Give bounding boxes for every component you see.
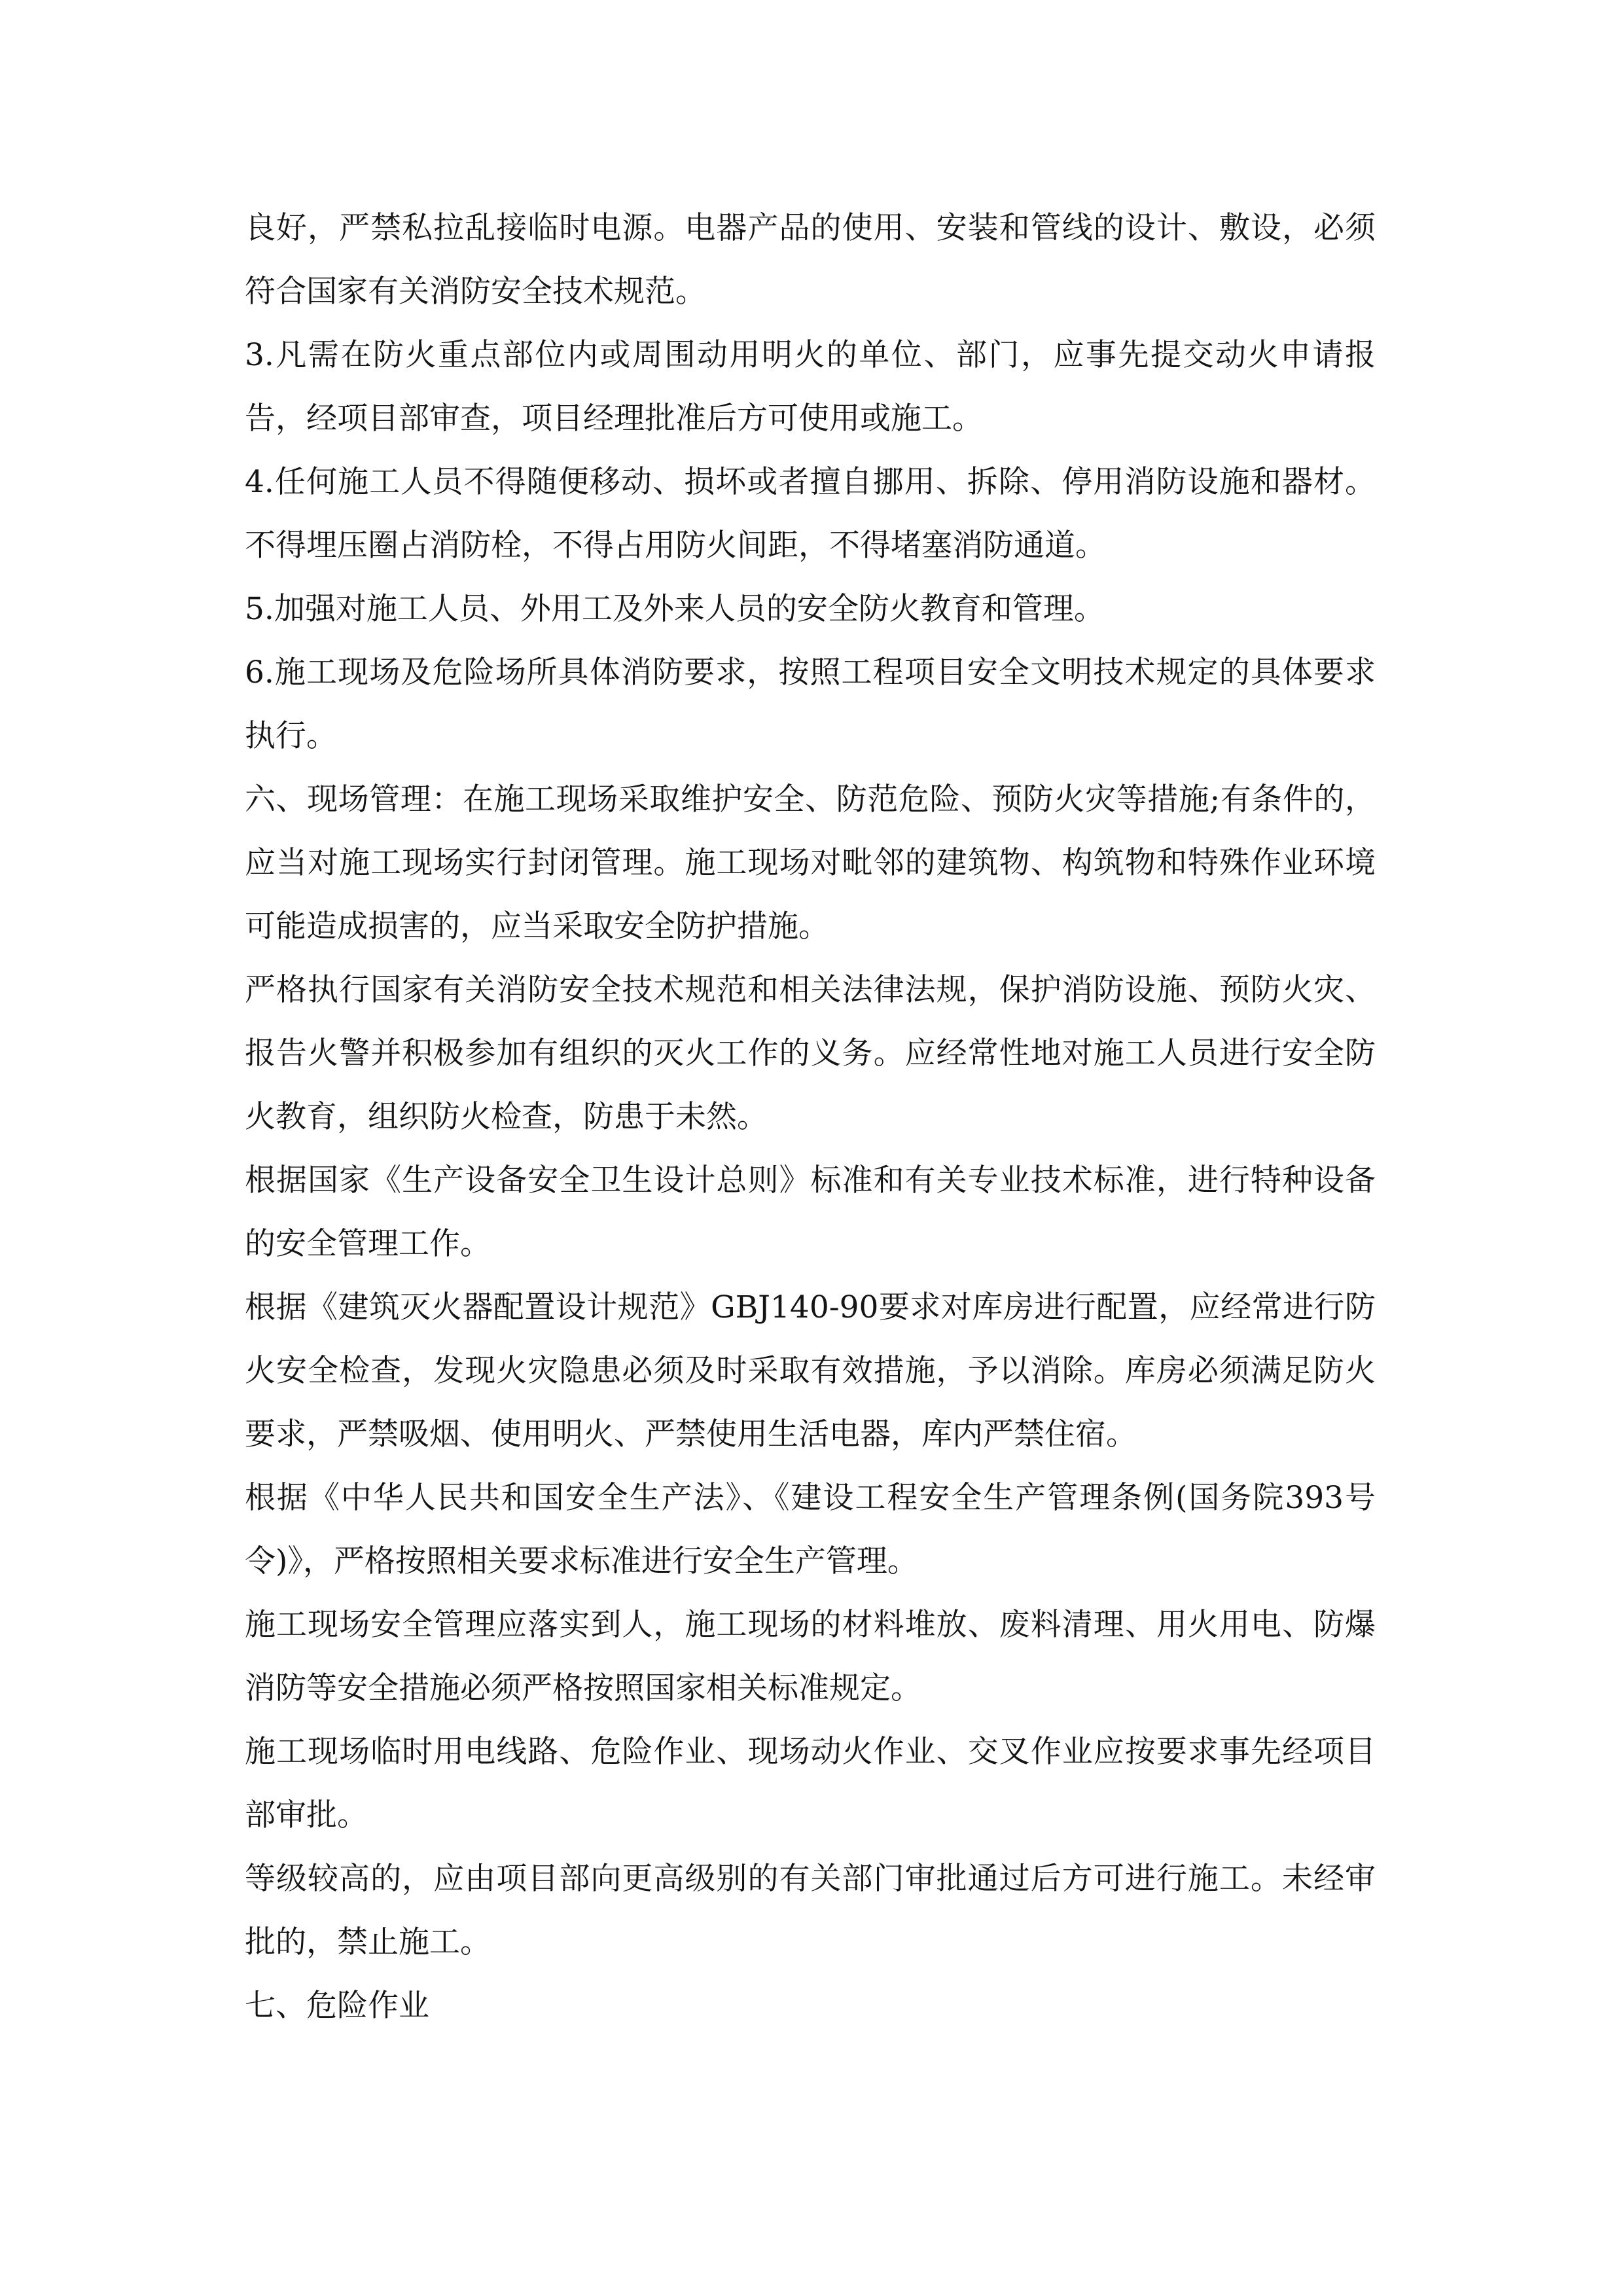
paragraph-item-4: 4.任何施工人员不得随便移动、损坏或者擅自挪用、拆除、停用消防设施和器材。不得埋压圈占消防栓，不得占用防火间距，不得堵塞消防通道。 [245,464,1376,564]
paragraph-extinguisher-config: 根据《建筑灭火器配置设计规范》GBJ140-90要求对库房进行配置，应经常进行防火安全检查，发现火灾隐患必须及时采取有效措施，予以消除。库房必须满足防火要求，严禁吸烟、使用明火、严禁使用生活电器，库内严禁住宿。 [245,1289,1376,1452]
document-body [245,196,1376,2037]
paragraph-item-3: 3.凡需在防火重点部位内或周围动用明火的单位、部门，应事先提交动火申请报告，经项目部审查，项目经理批准后方可使用或施工。 [245,337,1376,437]
paragraph-special-equipment: 根据国家《生产设备安全卫生设计总则》标准和有关专业技术标准，进行特种设备的安全管理工作。 [245,1162,1376,1262]
paragraph-approval: 施工现场临时用电线路、危险作业、现场动火作业、交叉作业应按要求事先经项目部审批。 [245,1734,1376,1833]
paragraph-fire-regulations: 严格执行国家有关消防安全技术规范和相关法律法规，保护消防设施、预防火灾、报告火警并积极参加有组织的灭火工作的义务。应经常性地对施工人员进行安全防火教育，组织防火检查，防患于未然。 [245,972,1376,1135]
paragraph-site-responsibility: 施工现场安全管理应落实到人，施工现场的材料堆放、废料清理、用火用电、防爆消防等安全措施必须严格按照国家相关标准规定。 [245,1607,1376,1706]
paragraph-safety-law: 根据《中华人民共和国安全生产法》、《建设工程安全生产管理条例(国务院393号令)》，严格按照相关要求标准进行安全生产管理。 [245,1480,1376,1579]
paragraph-item-6: 6.施工现场及危险场所具体消防要求，按照工程项目安全文明技术规定的具体要求执行。 [245,655,1376,754]
section-6-site-management: 六、现场管理：在施工现场采取维护安全、防范危险、预防火灾等措施;有条件的，应当对施工现场实行封闭管理。施工现场对毗邻的建筑物、构筑物和特殊作业环境可能造成损害的，应当采取安全防护措施。 [245,781,1376,944]
paragraph-power-safety: 良好，严禁私拉乱接临时电源。电器产品的使用、安装和管线的设计、敷设，必须符合国家有关消防安全技术规范。 [245,210,1376,310]
paragraph-higher-approval: 等级较高的，应由项目部向更高级别的有关部门审批通过后方可进行施工。未经审批的，禁止施工。 [245,1861,1376,1960]
section-7-heading: 七、危险作业 [245,1988,429,2024]
paragraph-item-5: 5.加强对施工人员、外用工及外来人员的安全防火教育和管理。 [245,591,1105,627]
